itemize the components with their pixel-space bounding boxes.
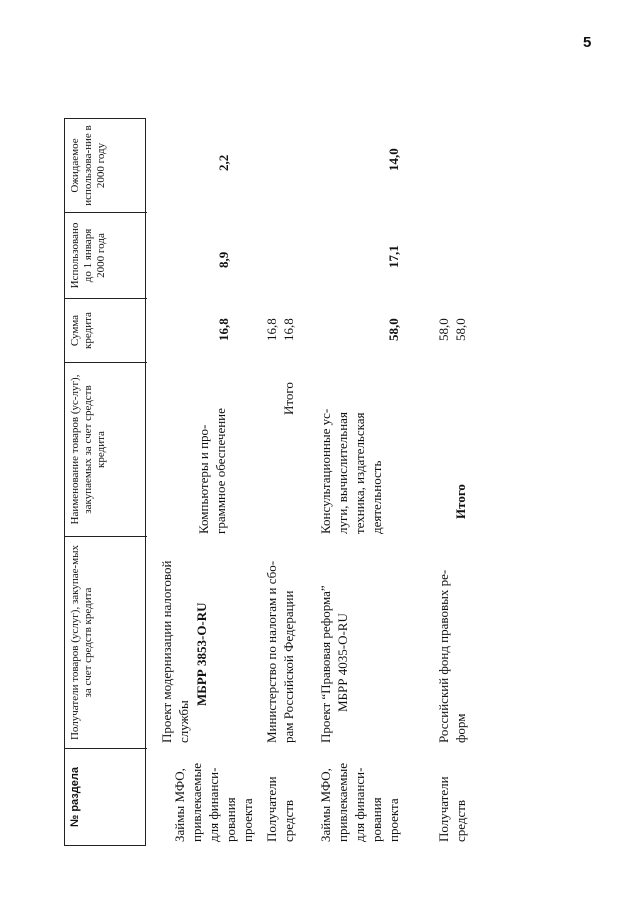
recipient-line: рам Российской Федерации — [281, 590, 296, 743]
amount-value: 58,0 — [436, 318, 451, 341]
header-used: Использовано до 1 января 2000 года — [65, 212, 147, 298]
section-label-line: рования — [369, 797, 384, 842]
goods-line: луги, вычислительная — [335, 412, 350, 534]
recipients-label-line: средств — [453, 799, 468, 842]
header-expected: Ожидаемое использова-ние в 2000 году — [69, 125, 107, 206]
expected-value: 2,2 — [216, 154, 231, 171]
header-recipients: Получатели товаров (услуг), закупае-мых за счет средств кредита — [65, 536, 147, 748]
recipients-label-line: Получатели — [264, 776, 279, 842]
goods-line: Консультационные ус- — [318, 408, 333, 534]
page-number: 5 — [583, 34, 592, 51]
section-label-line: проекта — [240, 798, 255, 842]
section-label-line: Займы МФО, — [318, 768, 333, 842]
section-label-line: проекта — [386, 798, 401, 842]
rotated-table-page — [64, 6, 544, 846]
amount-value: 16,8 — [216, 318, 231, 341]
project-title-line: Проект “Правовая реформа” — [318, 585, 333, 743]
recipients-label-line: средств — [281, 799, 296, 842]
header-goods: Наименование товаров (ус-луг), закупаемых за счет средств кредита — [65, 362, 147, 536]
recipient-line: Российский фонд правовых ре- — [436, 569, 451, 743]
header-amount: Сумма кредита — [65, 298, 147, 362]
loan-code: МБРР 3853-O-RU — [194, 602, 209, 706]
amount-value: 58,0 — [453, 318, 468, 341]
goods-line: техника, издательская — [352, 412, 367, 534]
goods-line: Компьютеры и про- — [196, 424, 211, 534]
loan-code: МБРР 4035-O-RU — [335, 613, 350, 712]
amount-value: 16,8 — [264, 318, 279, 341]
table-header — [64, 118, 146, 846]
goods-line: деятельность — [369, 460, 384, 534]
total-label: Итого — [453, 484, 468, 519]
expected-value: 14,0 — [386, 148, 401, 171]
used-value: 8,9 — [216, 251, 231, 268]
goods-line: граммное обеспечение — [213, 408, 228, 534]
section-label-line: для финанси- — [206, 767, 221, 842]
amount-value: 16,8 — [281, 318, 296, 341]
used-value: 17,1 — [386, 245, 401, 268]
project-title-line: службы — [176, 700, 191, 743]
section-label-line: привлекаемые — [189, 762, 204, 842]
recipient-line: Министерство по налогам и сбо- — [264, 560, 279, 743]
section-label-line: привлекаемые — [335, 762, 350, 842]
recipient-line: форм — [453, 713, 468, 743]
section-label-line: рования — [223, 797, 238, 842]
section-label-line: для финанси- — [352, 767, 367, 842]
project-title-line: Проект модернизации налоговой — [159, 560, 174, 743]
total-label: Итого — [281, 382, 296, 415]
section-label-line: Займы МФО, — [172, 768, 187, 842]
recipients-label-line: Получатели — [436, 776, 451, 842]
amount-value: 58,0 — [386, 318, 401, 341]
header-section: № раздела — [65, 748, 147, 845]
